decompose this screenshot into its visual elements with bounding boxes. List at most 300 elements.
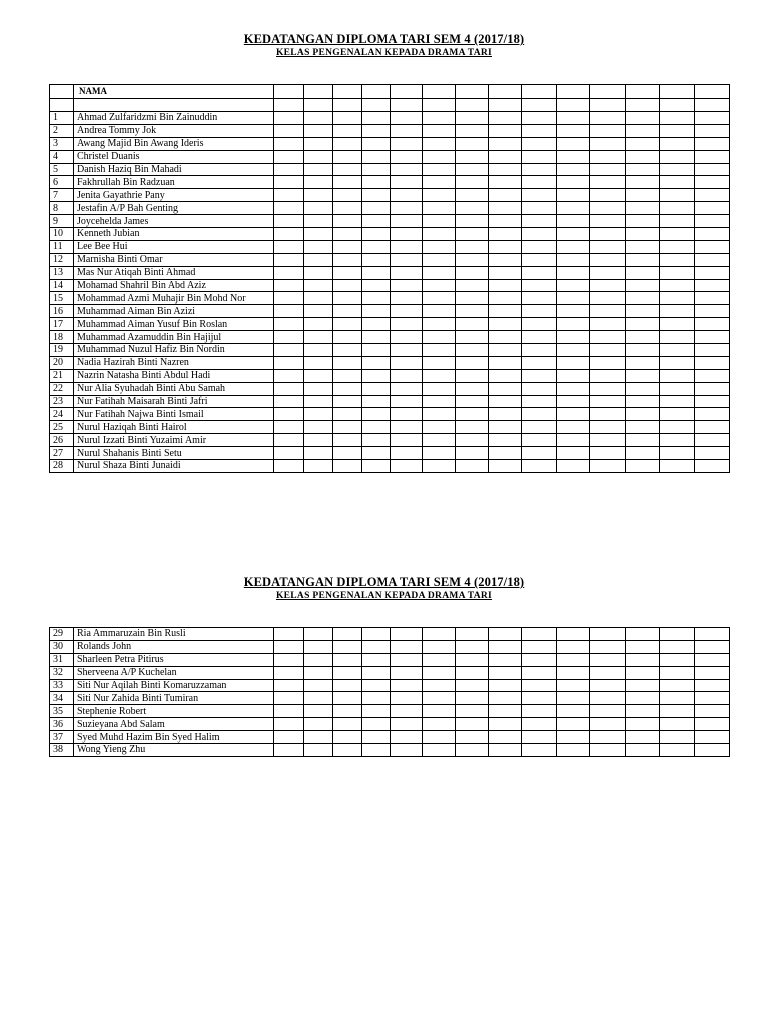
student-name: Siti Nur Zahida Binti Tumiran xyxy=(74,692,274,705)
attendance-cell xyxy=(590,137,626,150)
attendance-cell xyxy=(456,176,489,189)
attendance-cell xyxy=(274,279,304,292)
attendance-cell xyxy=(522,150,557,163)
attendance-cell xyxy=(362,266,391,279)
attendance-cell xyxy=(590,292,626,305)
attendance-cell xyxy=(423,215,456,228)
attendance-cell xyxy=(362,369,391,382)
attendance-cell xyxy=(456,124,489,137)
attendance-cell xyxy=(626,163,660,176)
attendance-cell xyxy=(557,292,590,305)
student-number: 4 xyxy=(50,150,74,163)
attendance-cell xyxy=(660,666,695,679)
attendance-cell xyxy=(391,628,423,641)
attendance-cell xyxy=(557,628,590,641)
name-column-header: NAMA xyxy=(74,85,274,99)
attendance-cell xyxy=(456,279,489,292)
attendance-cell xyxy=(557,279,590,292)
attendance-cell xyxy=(304,434,333,447)
attendance-cell xyxy=(304,253,333,266)
attendance-cell xyxy=(456,305,489,318)
attendance-cell xyxy=(557,215,590,228)
attendance-cell xyxy=(660,356,695,369)
attendance-cell xyxy=(695,447,730,460)
attendance-cell xyxy=(695,344,730,357)
attendance-cell xyxy=(522,408,557,421)
attendance-cell xyxy=(304,124,333,137)
attendance-cell xyxy=(456,460,489,473)
attendance-cell xyxy=(423,421,456,434)
student-number: 25 xyxy=(50,421,74,434)
attendance-cell xyxy=(391,163,423,176)
attendance-cell xyxy=(695,202,730,215)
sheet-title-2: KEDATANGAN DIPLOMA TARI SEM 4 (2017/18) xyxy=(243,575,525,589)
attendance-cell xyxy=(590,176,626,189)
attendance-cell xyxy=(456,434,489,447)
attendance-cell xyxy=(274,369,304,382)
attendance-cell xyxy=(274,356,304,369)
attendance-cell xyxy=(333,421,362,434)
attendance-cell xyxy=(695,434,730,447)
table-row xyxy=(50,421,730,434)
table-row xyxy=(50,434,730,447)
attendance-cell xyxy=(423,85,456,99)
attendance-cell xyxy=(522,266,557,279)
attendance-cell xyxy=(626,137,660,150)
attendance-cell xyxy=(391,408,423,421)
attendance-cell xyxy=(557,666,590,679)
attendance-cell xyxy=(695,176,730,189)
attendance-cell xyxy=(333,666,362,679)
attendance-cell xyxy=(304,85,333,99)
attendance-cell xyxy=(333,744,362,757)
spacer-cell xyxy=(660,99,695,112)
spacer-cell xyxy=(695,99,730,112)
attendance-cell xyxy=(274,124,304,137)
student-name: Joycehelda James xyxy=(74,215,274,228)
attendance-cell xyxy=(456,150,489,163)
attendance-cell xyxy=(590,240,626,253)
attendance-cell xyxy=(362,640,391,653)
attendance-cell xyxy=(304,163,333,176)
attendance-cell xyxy=(522,163,557,176)
attendance-cell xyxy=(590,305,626,318)
attendance-cell xyxy=(695,666,730,679)
table-row xyxy=(50,628,730,641)
attendance-cell xyxy=(304,305,333,318)
attendance-cell xyxy=(304,369,333,382)
attendance-cell xyxy=(590,112,626,125)
attendance-cell xyxy=(423,382,456,395)
student-name: Jestafin A/P Bah Genting xyxy=(74,202,274,215)
attendance-cell xyxy=(423,460,456,473)
student-number: 32 xyxy=(50,666,74,679)
attendance-cell xyxy=(274,137,304,150)
attendance-cell xyxy=(456,228,489,241)
attendance-cell xyxy=(626,228,660,241)
attendance-cell xyxy=(274,305,304,318)
attendance-cell xyxy=(557,447,590,460)
attendance-cell xyxy=(695,731,730,744)
attendance-cell xyxy=(333,395,362,408)
student-number: 37 xyxy=(50,731,74,744)
student-number: 7 xyxy=(50,189,74,202)
table-row xyxy=(50,150,730,163)
table-row xyxy=(50,137,730,150)
attendance-cell xyxy=(489,356,522,369)
attendance-table-2 xyxy=(49,627,730,757)
attendance-cell xyxy=(660,331,695,344)
student-name: Sherveena A/P Kuchelan xyxy=(74,666,274,679)
attendance-cell xyxy=(333,150,362,163)
student-name: Sharleen Petra Pitirus xyxy=(74,653,274,666)
attendance-cell xyxy=(423,640,456,653)
attendance-cell xyxy=(626,447,660,460)
student-number: 29 xyxy=(50,628,74,641)
attendance-cell xyxy=(660,382,695,395)
attendance-cell xyxy=(522,434,557,447)
attendance-cell xyxy=(626,692,660,705)
attendance-cell xyxy=(522,653,557,666)
attendance-cell xyxy=(590,460,626,473)
attendance-cell xyxy=(489,653,522,666)
attendance-cell xyxy=(695,705,730,718)
attendance-cell xyxy=(304,266,333,279)
attendance-cell xyxy=(590,718,626,731)
spacer-row xyxy=(50,99,730,112)
attendance-cell xyxy=(489,292,522,305)
spacer-cell xyxy=(274,99,304,112)
attendance-cell xyxy=(626,679,660,692)
attendance-cell xyxy=(626,150,660,163)
spacer-cell xyxy=(557,99,590,112)
spacer-cell xyxy=(522,99,557,112)
attendance-cell xyxy=(391,369,423,382)
attendance-cell xyxy=(522,292,557,305)
attendance-cell xyxy=(660,421,695,434)
attendance-cell xyxy=(274,705,304,718)
attendance-cell xyxy=(626,356,660,369)
attendance-cell xyxy=(391,202,423,215)
attendance-cell xyxy=(660,318,695,331)
attendance-cell xyxy=(626,421,660,434)
attendance-cell xyxy=(660,395,695,408)
attendance-cell xyxy=(333,447,362,460)
attendance-cell xyxy=(590,279,626,292)
attendance-cell xyxy=(362,434,391,447)
attendance-cell xyxy=(557,163,590,176)
attendance-cell xyxy=(304,408,333,421)
attendance-cell xyxy=(304,640,333,653)
attendance-cell xyxy=(456,692,489,705)
attendance-cell xyxy=(695,253,730,266)
attendance-cell xyxy=(362,692,391,705)
student-name: Stephenie Robert xyxy=(74,705,274,718)
student-number: 13 xyxy=(50,266,74,279)
attendance-cell xyxy=(626,653,660,666)
spacer-cell xyxy=(456,99,489,112)
sheet-title-1: KEDATANGAN DIPLOMA TARI SEM 4 (2017/18) xyxy=(243,32,525,46)
table-row xyxy=(50,382,730,395)
attendance-cell xyxy=(304,421,333,434)
attendance-cell xyxy=(489,421,522,434)
attendance-cell xyxy=(423,150,456,163)
attendance-cell xyxy=(590,382,626,395)
attendance-cell xyxy=(362,718,391,731)
attendance-cell xyxy=(304,318,333,331)
attendance-cell xyxy=(695,653,730,666)
attendance-cell xyxy=(304,395,333,408)
student-number: 23 xyxy=(50,395,74,408)
table-row xyxy=(50,124,730,137)
attendance-cell xyxy=(590,356,626,369)
attendance-cell xyxy=(489,434,522,447)
attendance-cell xyxy=(391,137,423,150)
table-row xyxy=(50,356,730,369)
attendance-cell xyxy=(391,382,423,395)
attendance-cell xyxy=(274,215,304,228)
attendance-cell xyxy=(333,279,362,292)
attendance-cell xyxy=(522,692,557,705)
attendance-cell xyxy=(391,279,423,292)
table-row xyxy=(50,705,730,718)
student-number: 12 xyxy=(50,253,74,266)
student-number: 17 xyxy=(50,318,74,331)
attendance-cell xyxy=(274,240,304,253)
attendance-cell xyxy=(274,228,304,241)
attendance-cell xyxy=(590,731,626,744)
attendance-cell xyxy=(362,176,391,189)
attendance-cell xyxy=(557,356,590,369)
student-number: 34 xyxy=(50,692,74,705)
student-name: Andrea Tommy Jok xyxy=(74,124,274,137)
attendance-cell xyxy=(590,705,626,718)
attendance-cell xyxy=(626,85,660,99)
attendance-cell xyxy=(660,189,695,202)
student-name: Danish Haziq Bin Mahadi xyxy=(74,163,274,176)
attendance-cell xyxy=(333,215,362,228)
student-name: Awang Majid Bin Awang Ideris xyxy=(74,137,274,150)
attendance-cell xyxy=(660,705,695,718)
attendance-cell xyxy=(423,369,456,382)
attendance-cell xyxy=(391,718,423,731)
attendance-cell xyxy=(456,163,489,176)
attendance-cell xyxy=(660,163,695,176)
attendance-cell xyxy=(660,124,695,137)
student-number: 33 xyxy=(50,679,74,692)
table-row xyxy=(50,202,730,215)
attendance-cell xyxy=(456,240,489,253)
attendance-cell xyxy=(423,653,456,666)
attendance-cell xyxy=(557,266,590,279)
attendance-table-1 xyxy=(49,84,730,473)
attendance-cell xyxy=(557,124,590,137)
attendance-cell xyxy=(362,137,391,150)
attendance-cell xyxy=(489,189,522,202)
attendance-cell xyxy=(391,434,423,447)
attendance-cell xyxy=(391,176,423,189)
attendance-cell xyxy=(626,318,660,331)
attendance-cell xyxy=(489,112,522,125)
student-number: 36 xyxy=(50,718,74,731)
attendance-cell xyxy=(695,679,730,692)
student-number: 8 xyxy=(50,202,74,215)
attendance-cell xyxy=(557,85,590,99)
attendance-cell xyxy=(590,331,626,344)
attendance-cell xyxy=(695,163,730,176)
attendance-cell xyxy=(590,408,626,421)
attendance-cell xyxy=(333,382,362,395)
attendance-cell xyxy=(590,640,626,653)
spacer-cell xyxy=(304,99,333,112)
attendance-cell xyxy=(522,305,557,318)
attendance-cell xyxy=(391,640,423,653)
attendance-cell xyxy=(333,228,362,241)
attendance-cell xyxy=(456,253,489,266)
attendance-cell xyxy=(522,679,557,692)
attendance-cell xyxy=(274,150,304,163)
attendance-cell xyxy=(423,395,456,408)
attendance-cell xyxy=(304,692,333,705)
attendance-cell xyxy=(304,112,333,125)
student-name: Kenneth Jubian xyxy=(74,228,274,241)
attendance-cell xyxy=(274,640,304,653)
attendance-cell xyxy=(489,202,522,215)
attendance-cell xyxy=(456,447,489,460)
attendance-cell xyxy=(695,150,730,163)
attendance-cell xyxy=(590,228,626,241)
student-number: 30 xyxy=(50,640,74,653)
attendance-cell xyxy=(695,408,730,421)
attendance-cell xyxy=(274,318,304,331)
attendance-cell xyxy=(489,692,522,705)
attendance-cell xyxy=(522,176,557,189)
student-name: Fakhrullah Bin Radzuan xyxy=(74,176,274,189)
attendance-cell xyxy=(557,421,590,434)
attendance-cell xyxy=(362,744,391,757)
attendance-cell xyxy=(660,344,695,357)
attendance-cell xyxy=(695,137,730,150)
attendance-cell xyxy=(660,85,695,99)
attendance-cell xyxy=(391,744,423,757)
attendance-cell xyxy=(333,408,362,421)
attendance-cell xyxy=(626,202,660,215)
number-header-cell xyxy=(50,85,74,99)
attendance-cell xyxy=(660,434,695,447)
attendance-cell xyxy=(695,718,730,731)
attendance-cell xyxy=(423,112,456,125)
student-name: Rolands John xyxy=(74,640,274,653)
student-name: Muhammad Aiman Yusuf Bin Roslan xyxy=(74,318,274,331)
attendance-cell xyxy=(660,640,695,653)
attendance-cell xyxy=(362,331,391,344)
attendance-cell xyxy=(362,460,391,473)
attendance-cell xyxy=(590,628,626,641)
attendance-cell xyxy=(626,344,660,357)
student-number: 28 xyxy=(50,460,74,473)
header-row xyxy=(50,85,730,99)
attendance-cell xyxy=(626,176,660,189)
table-row xyxy=(50,395,730,408)
attendance-cell xyxy=(695,85,730,99)
student-name: Siti Nur Aqilah Binti Komaruzzaman xyxy=(74,679,274,692)
attendance-cell xyxy=(522,112,557,125)
attendance-cell xyxy=(557,202,590,215)
attendance-cell xyxy=(391,305,423,318)
attendance-cell xyxy=(695,744,730,757)
attendance-cell xyxy=(626,240,660,253)
attendance-cell xyxy=(660,266,695,279)
attendance-cell xyxy=(423,279,456,292)
attendance-cell xyxy=(456,666,489,679)
attendance-cell xyxy=(456,382,489,395)
attendance-cell xyxy=(423,228,456,241)
attendance-cell xyxy=(456,705,489,718)
attendance-cell xyxy=(423,292,456,305)
attendance-cell xyxy=(362,666,391,679)
attendance-cell xyxy=(333,112,362,125)
attendance-cell xyxy=(557,176,590,189)
attendance-cell xyxy=(660,305,695,318)
attendance-cell xyxy=(333,679,362,692)
attendance-cell xyxy=(362,628,391,641)
attendance-cell xyxy=(423,318,456,331)
table-row xyxy=(50,292,730,305)
attendance-cell xyxy=(590,318,626,331)
attendance-cell xyxy=(557,718,590,731)
attendance-cell xyxy=(423,408,456,421)
attendance-cell xyxy=(391,395,423,408)
attendance-cell xyxy=(489,124,522,137)
attendance-cell xyxy=(522,666,557,679)
attendance-cell xyxy=(489,150,522,163)
attendance-cell xyxy=(626,666,660,679)
attendance-cell xyxy=(304,215,333,228)
attendance-cell xyxy=(626,215,660,228)
attendance-cell xyxy=(423,189,456,202)
attendance-cell xyxy=(391,240,423,253)
attendance-cell xyxy=(391,124,423,137)
student-number: 14 xyxy=(50,279,74,292)
attendance-cell xyxy=(304,137,333,150)
attendance-cell xyxy=(423,356,456,369)
attendance-cell xyxy=(522,382,557,395)
attendance-cell xyxy=(304,731,333,744)
attendance-cell xyxy=(489,628,522,641)
attendance-cell xyxy=(304,228,333,241)
attendance-cell xyxy=(423,202,456,215)
attendance-cell xyxy=(660,718,695,731)
attendance-cell xyxy=(626,253,660,266)
attendance-cell xyxy=(456,215,489,228)
sheet-subtitle-2: KELAS PENGENALAN KEPADA DRAMA TARI xyxy=(275,591,493,601)
attendance-cell xyxy=(333,460,362,473)
attendance-cell xyxy=(522,331,557,344)
student-name: Syed Muhd Hazim Bin Syed Halim xyxy=(74,731,274,744)
attendance-cell xyxy=(304,292,333,305)
attendance-cell xyxy=(660,292,695,305)
attendance-cell xyxy=(626,331,660,344)
attendance-cell xyxy=(557,228,590,241)
attendance-cell xyxy=(274,744,304,757)
spacer-cell xyxy=(391,99,423,112)
attendance-cell xyxy=(590,189,626,202)
attendance-cell xyxy=(695,395,730,408)
attendance-cell xyxy=(423,628,456,641)
attendance-cell xyxy=(274,163,304,176)
student-number: 38 xyxy=(50,744,74,757)
student-name: Nur Alia Syuhadah Binti Abu Samah xyxy=(74,382,274,395)
